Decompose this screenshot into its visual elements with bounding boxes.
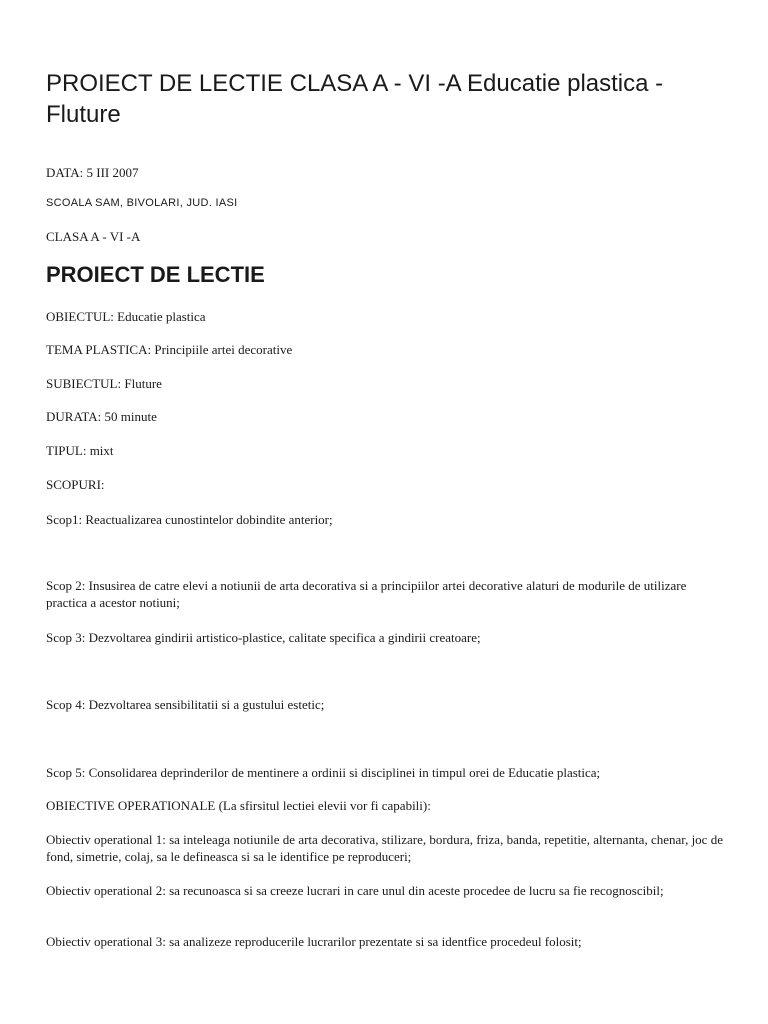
scop-item: Scop 3: Dezvoltarea gindirii artistico-plastice, calitate specifica a gindirii creatoare; — [46, 630, 481, 645]
obiectiv-item: Obiectiv operational 1: sa inteleaga notiunile de arta decorativa, stilizare, bordura, friza, banda, repetitie, alternanta, chenar, joc de fond, simetrie, colaj, sa le defineasca si sa le identifice pe reproduceri; — [46, 832, 723, 864]
school-line: SCOALA SAM, BIVOLARI, JUD. IASI — [46, 197, 238, 209]
field-durata: DURATA: 50 minute — [46, 409, 157, 424]
obiectiv-item: Obiectiv operational 2: sa recunoasca si sa creeze lucrari in care unul din aceste procedee de lucru sa fie recognoscibil; — [46, 883, 664, 898]
scop-item: Scop 5: Consolidarea deprinderilor de mentinere a ordinii si disciplinei in timpul orei de Educatie plastica; — [46, 765, 601, 780]
field-tipul: TIPUL: mixt — [46, 443, 114, 458]
document-title: PROIECT DE LECTIE CLASA A - VI -A Educatie plastica - Fluture — [46, 70, 664, 128]
date-line: DATA: 5 III 2007 — [46, 165, 139, 180]
field-subiectul: SUBIECTUL: Fluture — [46, 376, 162, 391]
field-obiectul: OBIECTUL: Educatie plastica — [46, 309, 206, 324]
field-tema: TEMA PLASTICA: Principiile artei decorative — [46, 342, 293, 357]
obiectiv-item: Obiectiv operational 3: sa analizeze reproducerile lucrarilor prezentate si sa identfice procedeul folosit; — [46, 934, 582, 949]
field-scopuri: SCOPURI: — [46, 477, 105, 492]
scop-item: Scop 2: Insusirea de catre elevi a notiunii de arta decorativa si a principiilor artei decorative alaturi de modurile de utilizare practica a acestor notiuni; — [46, 578, 687, 610]
obiective-heading: OBIECTIVE OPERATIONALE (La sfirsitul lectiei elevii vor fi capabili): — [46, 798, 431, 813]
scop-item: Scop 4: Dezvoltarea sensibilitatii si a gustului estetic; — [46, 697, 325, 712]
lesson-heading: PROIECT DE LECTIE — [46, 262, 265, 287]
scop-item: Scop1: Reactualizarea cunostintelor dobindite anterior; — [46, 512, 333, 527]
class-line: CLASA A - VI -A — [46, 229, 141, 244]
